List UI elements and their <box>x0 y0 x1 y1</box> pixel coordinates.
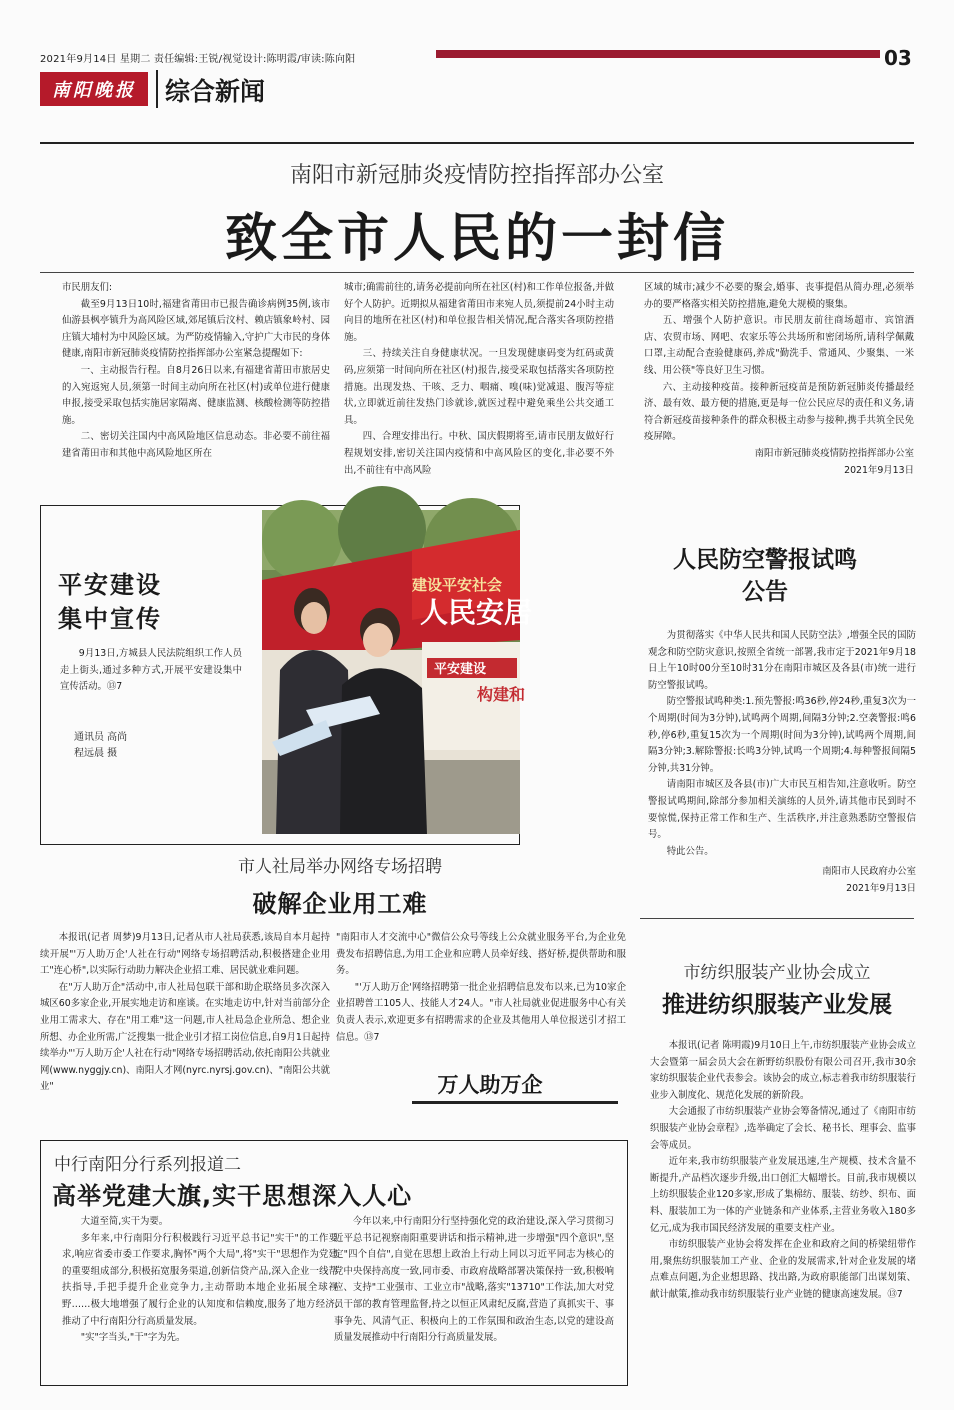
bank-paragraph: "实"字当头,"干"字为先。 <box>80 1332 186 1344</box>
recruitment-title: 破解企业用工难 <box>252 890 428 918</box>
air-raid-title <box>620 544 910 608</box>
bank-subtitle: 中行南阳分行系列报道二 <box>54 1155 241 1175</box>
letter-signature: 南阳市新冠肺炎疫情防控指挥部办公室 <box>754 447 914 459</box>
section-title: 综合新闻 <box>165 77 266 106</box>
letter-paragraph: 三、持续关注自身健康状况。一旦发现健康码变为红码或黄码,应须第一时间向所在社区(村)报告,接受采取包括落实各项防控措施。出现发热、干咳、乏力、咽痛、嗅(味)觉减退、腹泻等症状,立即就近前往发热门诊就诊,就医过程中避免乘坐公共交通工具。 <box>344 348 614 426</box>
air-raid-paragraph: 为贯彻落实《中华人民共和国人民防空法》,增强全民的国防观念和防空防灾意识,按照全省统一部署,我市定于2021年9月18日上午10时00分至10时31分在南阳市城区及各县(市)统一进行防空警报试鸣。 <box>648 630 916 691</box>
textile-body <box>650 1038 916 1304</box>
news-photo <box>262 510 533 834</box>
recruitment-column-2 <box>336 930 626 1046</box>
air-raid-title-line: 公告 <box>742 579 788 605</box>
letter-paragraph: 四、合理安排出行。中秋、国庆假期将至,请市民朋友做好行程规划安排,密切关注国内疫情和中高风险区的变化,非必要不外出,不前往有中高风险 <box>344 431 614 476</box>
letter-headline: 致全市人民的一封信 <box>224 208 729 269</box>
header-meta: 2021年9月14日 星期二 责任编辑:王锐/视觉设计:陈明霞/审读:陈向阳 <box>40 54 356 65</box>
letter-column-1 <box>62 280 330 463</box>
bank-column-2 <box>334 1214 614 1347</box>
photo-credit: 程远晨 摄 <box>74 748 118 759</box>
recruitment-paragraph: "南阳市人才交流中心"微信公众号等线上公众就业服务平台,为企业免费发布招聘信息,为用工企业和应聘人员牵好线、搭好桥,提供帮助和服务。 <box>336 932 626 977</box>
recruitment-paragraph: "'万人助万企'网络招聘第一批企业招聘信息发布以来,已为10家企业招聘普工105人、技能人才24人。"市人社局就业促进服务中心有关负责人表示,欢迎更多有招聘需求的企业及其他用人单位报送引才招工信息。⑬7 <box>336 981 626 1043</box>
letter-rule <box>40 272 914 273</box>
banner-text: 人民安居 <box>420 596 533 629</box>
bank-column-1 <box>62 1214 338 1347</box>
header-separator <box>156 70 158 108</box>
letter-paragraph: 二、密切关注国内中高风险地区信息动态。非必要不前往福建省莆田市和其他中高风险地区所在 <box>62 431 330 459</box>
banner-text: 建设平安社会 <box>412 576 503 594</box>
air-raid-body <box>648 628 916 898</box>
page-number: 03 <box>884 46 912 70</box>
textile-paragraph: 本报讯(记者 陈明霞)9月10日上午,市纺织服装产业协会成立大会暨第一届会员大会在新野纺织股份有限公司召开,我市30余家纺织服装企业代表参会。该协会的成立,标志着我市纺织服装行业步入制度化、规范化发展的新阶段。 <box>650 1040 916 1101</box>
header-bar <box>436 50 880 58</box>
letter-column-2 <box>344 280 614 479</box>
textile-title: 推进纺织服装产业发展 <box>662 992 892 1018</box>
photo-story-title-line: 平安建设 <box>58 571 162 599</box>
photo-story-title <box>58 568 162 636</box>
bank-paragraph: 今年以来,中行南阳分行坚持强化党的政治建设,深入学习贯彻习近平总书记视察南阳重要讲话和指示精神,进一步增强"四个意识",坚定"四个自信",自觉在思想上政治上行动上同以习近平同志为核心的党中央保持高度一致,同市委、市政府战略部署决策保持一致,积极响应、支持"工业强市、工业立市"战略,落实"13710"工作法,加大对党员干部的教育管理监督,持之以恒正风肃纪反腐,营造了真抓实干、事事争先、风清气正、积极向上的工作氛围和政治生态,以党的建设高质量发展推动中行南阳分行高质量发展。 <box>334 1216 614 1344</box>
banner-text: 平安建设 <box>434 662 487 677</box>
recruitment-paragraph: 本报讯(记者 周梦)9月13日,记者从市人社局获悉,该局自本月起持续开展"'万人助万企'人社在行动"网络专场招聘活动,积极搭建企业用工"连心桥",以实际行动助力解决企业招工难、居民就业难问题。 <box>40 932 330 977</box>
textile-subtitle: 市纺织服装产业协会成立 <box>683 963 871 983</box>
bank-paragraph: 大道至简,实干为要。 <box>80 1216 169 1227</box>
bank-title: 高举党建大旗,实干思想深入人心 <box>52 1182 413 1210</box>
newspaper-logo: 南阳晚报 <box>40 72 148 106</box>
letter-paragraph: 市民朋友们: <box>62 282 113 293</box>
air-raid-rule <box>640 918 914 919</box>
air-raid-paragraph: 请南阳市城区及各县(市)广大市民互相告知,注意收听。防空警报试鸣期间,除部分参加相关演练的人员外,请其他市民到时不要惊慌,保持正常工作和生产、生活秩序,并注意熟悉防空警报信号。 <box>648 779 916 841</box>
air-raid-paragraph: 特此公告。 <box>666 845 714 857</box>
banner-text: 构建和 <box>477 685 526 704</box>
campaign-stamp: 万人助万企 <box>437 1073 543 1097</box>
letter-paragraph: 截至9月13日10时,福建省莆田市已报告确诊病例35例,该市仙游县枫亭镇升为高风险区域,郊尾镇后汶村、赖店镇象岭村、园庄镇大埔村为中风险区域。为严防疫情输入,守护广大市民的身体健康,南阳市新冠肺炎疫情防控指挥部办公室紧急提醒如下: <box>62 298 330 360</box>
air-raid-title-line: 人民防空警报试鸣 <box>673 547 857 573</box>
textile-paragraph: 近年来,我市纺织服装产业发展迅速,生产规模、技术含量不断提升,产品档次逐步升级,出口创汇大幅增长。目前,我市规模以上纺织服装企业120多家,形成了集棉纺、服装、纺纱、织布、面料、服装加工为一体的产业链条和产业体系,主营业务收入180多亿元,成为我市国民经济发展的重要支柱产业。 <box>650 1156 916 1234</box>
recruitment-subtitle: 市人社局举办网络专场招聘 <box>238 857 442 877</box>
recruitment-paragraph: 在"万人助万企"活动中,市人社局包联干部和助企联络员多次深入城区60多家企业,开展实地走访和座谈。在实地走访中,针对当前部分企业用工需求大、存在"用工难"这一问题,市人社局急企业所急、想企业所想、办企业所需,广泛搜集一批企业引才招工岗位信息,自9月1日起持续举办"'万人助万企'人社在行动"网络专场招聘活动,依托南阳公共就业网(www.nyggjy.cn)、南阳人才网(nyrc.nyrsj.gov.cn)、"南阳公共就业" <box>40 981 330 1093</box>
textile-paragraph: 大会通报了市纺织服装产业协会筹备情况,通过了《南阳市纺织服装产业协会章程》,选举确定了会长、秘书长、理事会、监事会等成员。 <box>650 1106 916 1151</box>
letter-paragraph: 区域的城市;减少不必要的聚会,婚事、丧事提倡从简办理,必须举办的要严格落实相关防控措施,避免大规模的聚集。 <box>644 282 914 310</box>
header-rule <box>40 142 914 144</box>
photo-credit: 通讯员 高尚 <box>74 732 128 743</box>
letter-column-3 <box>644 280 914 479</box>
photo-caption <box>60 646 242 696</box>
air-raid-paragraph: 防空警报试鸣种类:1.预先警报:鸣36秒,停24秒,重复3次为一个周期(时间为3分钟),试鸣两个周期,间隔3分钟;2.空袭警报:鸣6秒,停6秒,重复15次为一个周期(时间为3分钟),试鸣两个周期,间隔3分钟;3.解除警报:长鸣3分钟,试鸣一个周期;4.每种警报间隔5分钟,共31分钟。 <box>648 696 916 774</box>
letter-paragraph: 一、主动报告行程。自8月26日以来,有福建省莆田市旅居史的入宛返宛人员,须第一时间主动向所在社区(村)或单位进行健康申报,接受采取包括实施居家隔离、健康监测、核酸检测等防控措施。 <box>62 364 330 426</box>
letter-paragraph: 五、增强个人防护意识。市民朋友前往商场超市、宾馆酒店、农贸市场、网吧、农家乐等公共场所和密闭场所,请科学佩戴口罩,主动配合查验健康码,养成"勤洗手、常通风、少聚集、一米线、用公筷"等良好卫生习惯。 <box>644 315 914 376</box>
textile-paragraph: 市纺织服装产业协会将发挥在企业和政府之间的桥梁纽带作用,聚焦纺织服装加工产业、企业的发展需求,针对企业发展的堵点难点问题,为企业想思路、找出路,为政府职能部门出谋划策、献计献策,推动我市纺织服装行业产业链的健康高速发展。⑬7 <box>650 1239 916 1300</box>
letter-date: 2021年9月13日 <box>844 464 914 476</box>
letter-paragraph: 城市;确需前往的,请务必提前向所在社区(村)和工作单位报备,并做好个人防护。近期拟从福建省莆田市来宛人员,须提前24小时主动向目的地所在社区(村)和单位报告相关情况,配合落实各项防控措施。 <box>344 282 614 343</box>
air-raid-signature: 南阳市人民政府办公室 <box>822 866 916 878</box>
letter-paragraph: 六、主动接种疫苗。接种新冠疫苗是预防新冠肺炎传播最经济、最有效、最方便的措施,更是每一位公民应尽的责任和义务,请符合新冠疫苗接种条件的群众积极主动参与接种,携手共筑全民免疫屏障。 <box>644 381 914 443</box>
photo-story-title-line: 集中宣传 <box>58 605 162 633</box>
bank-paragraph: 多年来,中行南阳分行积极践行习近平总书记"实干"的工作要求,响应省委市委工作要求,胸怀"两个大局",将"实干"思想作为党建的重要组成部分,积极拓宽服务渠道,创新信贷产品,深入企业一线帮扶指导,手把手提升企业竞争力,主动帮助本地企业拓展全球视野……极大地增强了履行企业的认知度和信赖度,服务了地方经济,推动了中行南阳分行高质量发展。 <box>62 1232 338 1327</box>
letter-issuer: 南阳市新冠肺炎疫情防控指挥部办公室 <box>289 163 664 188</box>
air-raid-date: 2021年9月13日 <box>846 882 916 894</box>
campaign-stamp-underline <box>412 1101 618 1104</box>
recruitment-column-1 <box>40 930 330 1096</box>
photo-caption-text: 9月13日,方城县人民法院组织工作人员走上街头,通过多种方式,开展平安建设集中宣传活动。⑬7 <box>60 648 242 693</box>
